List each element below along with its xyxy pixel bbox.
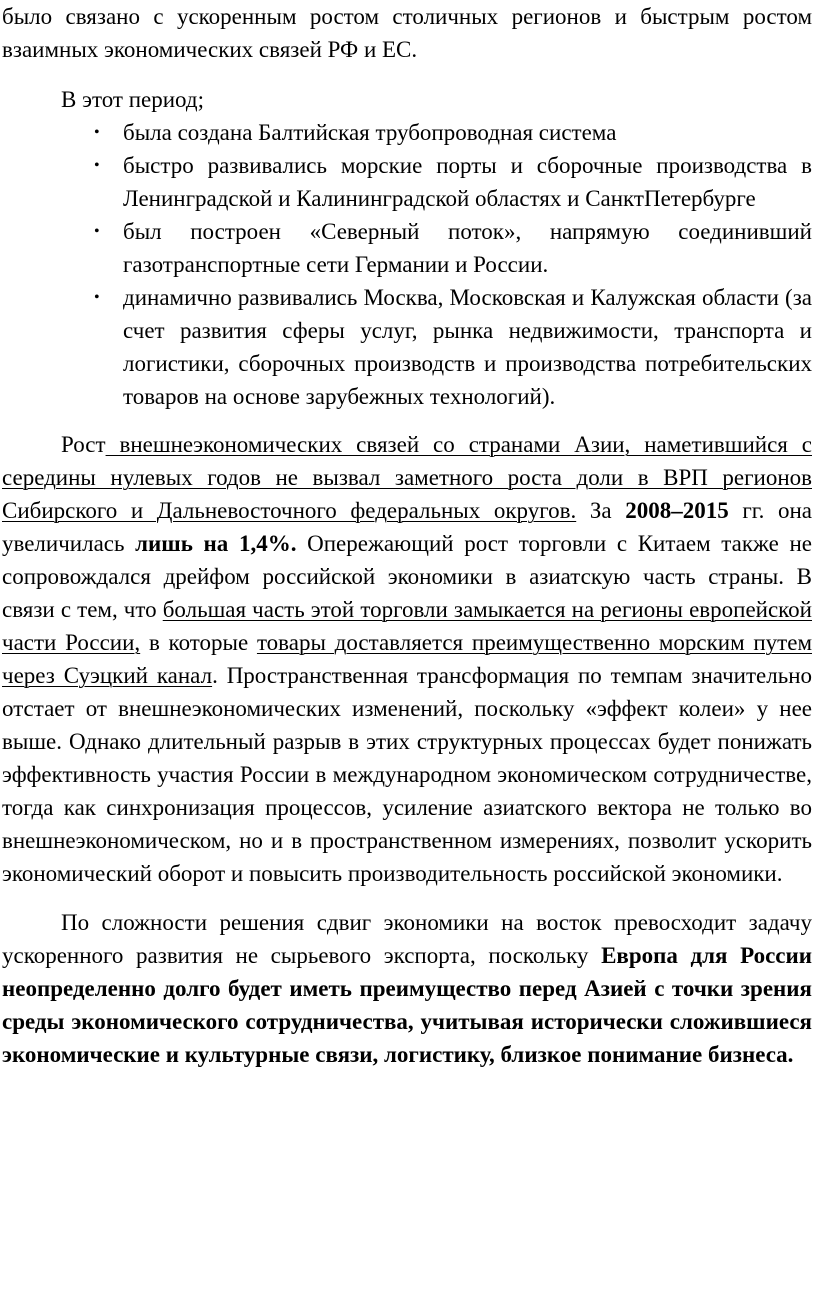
bold-text: 2008–2015 xyxy=(625,498,729,523)
underlined-text: товары доставляется преимущественно морским путем через Суэцкий канал xyxy=(2,630,812,688)
list-item xyxy=(2,116,812,149)
list-item xyxy=(2,281,812,413)
bold-text: лишь на 1,4%. xyxy=(135,531,297,556)
text-run: . Пространственная трансформация по темпам значительно отстает от внешнеэкономических изменений, поскольку «эффект колеи» у нее выше. Однако длительный разрыв в этих структурных процессах будет понижать эффективность участия России в международном экономическом сотрудничестве, тогда как синхронизация процессов, усиление азиатского вектора не только во внешнеэкономическом, но и в пространственном измерениях, позволит ускорить экономический оборот и повысить производительность российской экономики. xyxy=(2,663,813,886)
list-item-text: быстро развивались морские порты и сборочные производства в Ленинградской и Калининградской областях и СанктПетербурге xyxy=(123,153,812,211)
text-run: По сложности решения сдвиг экономики на восток превосходит задачу ускоренного развития не сырьевого экспорта, поскольку xyxy=(2,910,812,968)
bullet-icon: • xyxy=(94,289,100,306)
bullet-icon: • xyxy=(94,157,100,174)
paragraph-period-intro: В этот период; xyxy=(61,87,204,112)
list-item-text: была создана Балтийская трубопроводная система xyxy=(123,120,617,145)
bold-text: Европа для России неопределенно долго будет иметь преимущество перед Азией с точки зрения среды экономического сотрудничества, учитывая исторически сложившиеся экономические и культурные связи, логистику, близкое понимание бизнеса. xyxy=(2,943,812,1067)
text-run: в которые xyxy=(140,630,257,655)
paragraph-asia-trade xyxy=(2,428,812,890)
paragraph-east-shift xyxy=(2,906,812,1071)
list-item xyxy=(2,215,812,281)
underlined-text: большая часть этой торговли замыкается на регионы европейской части России, xyxy=(2,597,812,655)
bullet-icon: • xyxy=(94,124,100,141)
bullet-icon: • xyxy=(94,223,100,240)
text-run: За xyxy=(576,498,626,523)
list-item-text: динамично развивались Москва, Московская и Калужская области (за счет развития сферы услуг, рынка недвижимости, транспорта и логистики, сборочных производств и производства потребительских товаров на основе зарубежных технологий). xyxy=(123,285,812,409)
list-item-text: был построен «Северный поток», напрямую соединивший газотранспортные сети Германии и России. xyxy=(123,219,812,277)
list-item xyxy=(2,149,812,215)
text-run: Опережающий рост торговли с Китаем также не сопровождался дрейфом российской экономики в азиатскую часть страны. В связи с тем, что xyxy=(2,531,812,622)
paragraph-continuation: было связано с ускоренным ростом столичных регионов и быстрым ростом взаимных экономических связей РФ и ЕС. xyxy=(2,4,812,62)
text-run: гг. она увеличилась xyxy=(2,498,813,556)
bullet-list xyxy=(2,116,812,413)
underlined-text: внешнеэкономических связей со странами Азии, наметившийся с середины нулевых годов не вызвал заметного роста доли в ВРП регионов Сибирского и Дальневосточного федеральных округов. xyxy=(2,432,812,523)
text-run: Рост xyxy=(61,432,106,457)
